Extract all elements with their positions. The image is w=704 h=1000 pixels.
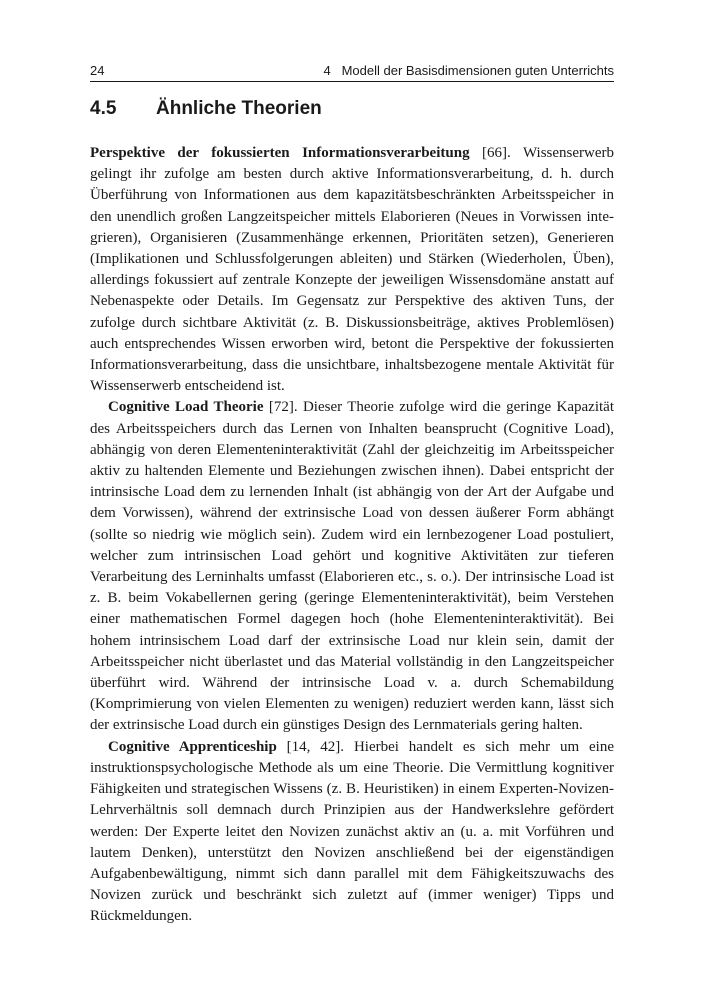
paragraph [90, 397, 614, 736]
page-number: 24 [90, 63, 105, 78]
paragraph-term: Cognitive Apprenticeship [108, 738, 277, 755]
paragraph-text: [14, 42]. Hierbei handelt es sich mehr um eine instruktionspsychologische Methode als um eine Theorie. Die Vermittlung kognitiver Fähigkeiten und strategischen Wissens (z. B. Heuristiken) in einem Experten-Novizen-Lehrverhältnis soll demnach durch Prinzipien aus der Handwerkslehre gefördert werden: Der Experte leitet den Novizen zunächst aktiv an (u. a. mit Vorführen und lautem Denken), unterstützt den Novizen anschließend bei der eigenständigen Aufgabenbewältigung, nimmt sich dann parallel mit dem Fähigkeitszuwachs des Novizen zurück und beschränkt sich zuletzt auf (immer weniger) Tipps und Rückmeldungen. [90, 738, 615, 925]
paragraph [90, 737, 614, 928]
paragraph-text: [72]. Dieser Theorie zufolge wird die geringe Kapazität des Arbeitsspeichers durch das Lernen von Inhalten beansprucht (Cognitive Load), abhängig von deren Elementeninteraktivität (Zahl der gleichzeitig im Arbeitsspeicher aktiv zu haltenden Elemente und Beziehungen zwischen ihnen). Dabei entspricht der intrinsische Load dem zu lernenden Inhalt (ist abhängig von der Art der Aufgabe und dem Vorwissen), während der extrinsische Load von dessen äußerer Form abhängt (sollte so niedrig wie möglich sein). Zudem wird ein lernbezogener Load postuliert, welcher zum intrinsischen Load gehört und kognitive Aktivitäten zur tieferen Verarbeitung des Lerninhalts umfasst (Elaborieren etc., s. o.). Der intrinsische Load ist z. B. beim Vokabellernen gering (geringe Elementeninteraktivität), beim Verstehen einer mathematischen Formel dagegen hoch (hohe Elementeninteraktivität). Bei hohem intrinsischem Load darf der extrinsische Load nur klein sein, damit der Arbeitsspeicher nicht überlastet und das Material vollständig in den Langzeitspeicher überführt wird. Während der intrinsische Load v. a. durch Schemabildung (Komprimierung von vielen Elementen zu wenigen) reduziert werden kann, lässt sich der extrinsische Load durch ein günstiges Design des Lernmaterials gering halten. [90, 399, 614, 734]
paragraph-term: Perspektive der fokussierten Informationsverarbeitung [90, 145, 470, 161]
paragraph-text: [66]. Wissenserwerb gelingt ihr zufolge am besten durch aktive Informationsverarbeitung, d. h. durch Überführung von Informationen aus dem kapazitätsbeschränkten Arbeitsspeicher in den unendlich großen Langzeitspeicher mittels Elaborieren (Neues in Vorwissen integrieren), Organisieren (Zusammenhänge erkennen, Prioritäten setzen), Generieren (Implikationen und Schlussfolgerungen ableiten) und Stärken (Wiederholen, Üben), allerdings fokussiert auf zentrale Konzepte der jeweiligen Wissensdomäne anstatt auf Nebenaspekte oder Details. Im Gegensatz zur Perspektive des aktiven Tuns, der zufolge durch sichtbare Aktivität (z. B. Diskussionsbeiträge, aktives Problemlösen) auch entsprechendes Wissen erworben wird, betont die Perspektive der fokussierten Informationsverarbeitung, dass die unsichtbare, inhaltsbezogene mentale Aktivität für Wissenserwerb entscheidend ist. [90, 145, 614, 395]
chapter-title: 4 Modell der Basisdimensionen guten Unterrichts [323, 63, 614, 78]
section-heading [90, 98, 322, 120]
paragraph-term: Cognitive Load Theorie [108, 399, 264, 416]
body-text [90, 143, 614, 928]
running-head [90, 56, 614, 82]
book-page [90, 0, 614, 1000]
section-title: Ähnliche Theorien [156, 98, 322, 119]
paragraph [90, 143, 614, 397]
section-number: 4.5 [90, 98, 117, 119]
